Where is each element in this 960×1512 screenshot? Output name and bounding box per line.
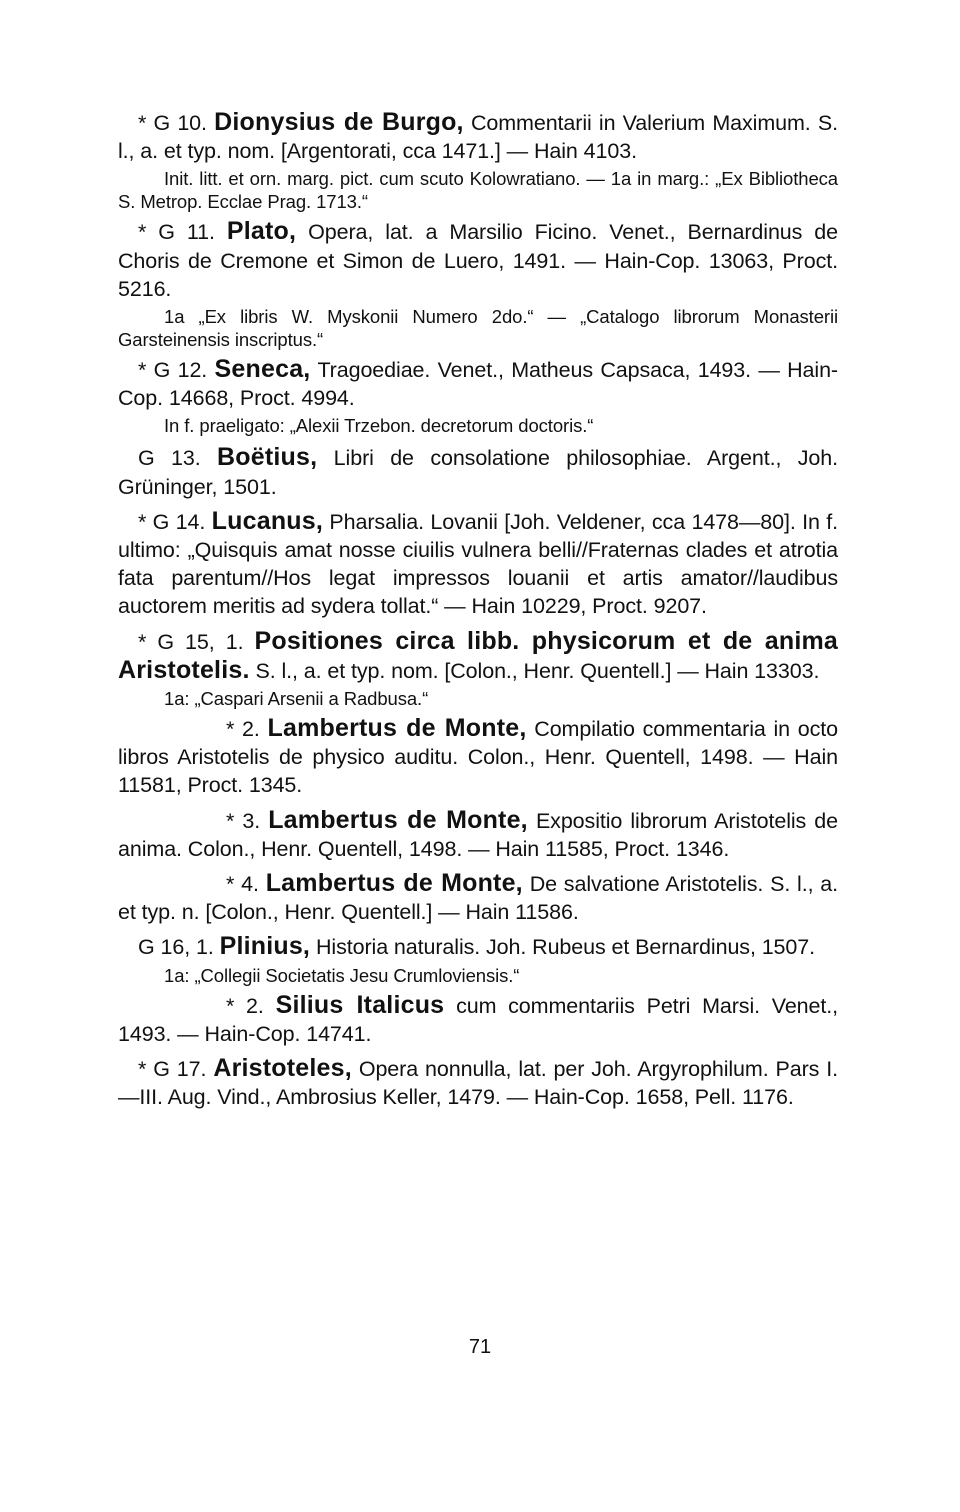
entry-author: Boëtius, <box>217 443 318 472</box>
entry-number: G 13. <box>138 446 201 471</box>
entry-author: Lambertus de Monte, <box>267 714 527 743</box>
entry-number: G 16, 1. <box>138 935 214 960</box>
catalogue-entry-g11 <box>118 217 838 351</box>
entry-number: * G 15, 1. <box>138 629 244 654</box>
entry-author: Plato, <box>226 217 297 246</box>
entry-description: Compilatio commentaria in octo libros Aristotelis de physico auditu. Colon., Henr. Quentell, 1498. — Hain 11581, Proct. 1345. <box>118 717 839 798</box>
entry-description: Libri de consolatione philosophiae. Argent., Joh. Grüninger, 1501. <box>118 446 839 499</box>
catalogue-entry-g17 <box>118 1054 838 1111</box>
catalogue-entry-g15-1 <box>118 627 838 710</box>
entry-author: Aristoteles, <box>213 1054 352 1083</box>
entry-author: Lambertus de Monte, <box>265 869 523 898</box>
entry-description: Opera, lat. a Marsilio Ficino. Venet., Bernardinus de Choris de Cremone et Simon de Luero, 1491. — Hain-Cop. 13063, Proct. 5216. <box>118 220 839 301</box>
entry-description: Commentarii in Valerium Maximum. S. l., a. et typ. nom. [Argentorati, cca 1471.] — Hain 4103. <box>118 111 838 164</box>
entry-number: * G 10. <box>138 111 207 135</box>
entry-provenance-note: 1a „Ex libris W. Myskonii Numero 2do.“ — „Catalogo librorum Monasterii Garsteinensis inscriptus.“ <box>118 306 838 351</box>
catalogue-entry-g15-2 <box>118 714 838 800</box>
entry-description: cum commentariis Petri Marsi. Venet., 1493. — Hain-Cop. 14741. <box>118 993 839 1046</box>
entry-provenance-note: 1a: „Caspari Arsenii a Radbusa.“ <box>164 688 429 710</box>
entry-description: Opera nonnulla, lat. per Joh. Argyrophilum. Pars I.—III. Aug. Vind., Ambrosius Keller, 1479. — Hain-Cop. 1658, Pell. 1176. <box>118 1057 839 1110</box>
entry-number: * 2. <box>226 717 260 742</box>
entry-number: * G 12. <box>138 358 208 383</box>
entry-number: * 4. <box>226 872 259 897</box>
page-number: 71 <box>468 1336 492 1358</box>
entry-author: Silius Italicus <box>275 990 445 1019</box>
entry-provenance-note: Init. litt. et orn. marg. pict. cum scuto Kolowratiano. — 1a in marg.: „Ex Bibliotheca S. Metrop. Ecclae Prag. 1713.“ <box>118 168 838 213</box>
catalogue-entry-g15-3 <box>118 806 838 863</box>
entry-number: * G 14. <box>138 509 206 534</box>
entry-number: * 3. <box>226 808 261 833</box>
entry-author: Positiones circa libb. physicorum et de anima Aristotelis. <box>118 626 838 684</box>
entry-author: Lambertus de Monte, <box>268 805 528 834</box>
catalogue-entry-g16-2 <box>118 991 838 1048</box>
entry-author: Lucanus, <box>211 506 324 535</box>
entry-number: * 2. <box>226 993 264 1018</box>
catalogue-entry-g12 <box>118 355 838 437</box>
entry-description: Expositio librorum Aristotelis de anima. Colon., Henr. Quentell, 1498. — Hain 11585, Proct. 1346. <box>118 808 839 861</box>
entry-author: Dionysius de Burgo, <box>214 108 464 136</box>
entry-provenance-note: 1a: „Collegii Societatis Jesu Crumloviensis.“ <box>164 964 520 986</box>
entry-author: Seneca, <box>214 355 311 384</box>
catalogue-entry-g16-1 <box>118 932 838 986</box>
entry-description: Historia naturalis. Joh. Rubeus et Bernardinus, 1507. <box>315 935 816 960</box>
entry-description: S. l., a. et typ. nom. [Colon., Henr. Quentell.] — Hain 13303. <box>255 658 820 683</box>
catalogue-entry-g14 <box>118 507 838 621</box>
entry-provenance-note: In f. praeligato: „Alexii Trzebon. decretorum doctoris.“ <box>164 415 594 437</box>
entry-description: Tragoediae. Venet., Matheus Capsaca, 1493. — Hain-Cop. 14668, Proct. 4994. <box>118 358 838 411</box>
entry-number: * G 11. <box>138 220 215 245</box>
catalogue-entry-g15-4 <box>118 869 838 926</box>
entry-description: Pharsalia. Lovanii [Joh. Veldener, cca 1478—80]. In f. ultimo: „Quisquis amat nosse ciuilis vulnera belli//Fraternas clades et atrotia fata parentum//Hos legat impressos louanii et artis amator//laudibus auctorem meritis ad sydera tollat.“ — Hain 10229, Proct. 9207. <box>118 509 839 619</box>
entry-number: * G 17. <box>138 1057 207 1082</box>
entry-author: Plinius, <box>219 932 311 961</box>
catalogue-entry-g13 <box>118 443 838 500</box>
catalogue-entry-g10 <box>118 108 838 213</box>
entry-description: De salvatione Aristotelis. S. l., a. et typ. n. [Colon., Henr. Quentell.] — Hain 11586. <box>118 872 839 925</box>
